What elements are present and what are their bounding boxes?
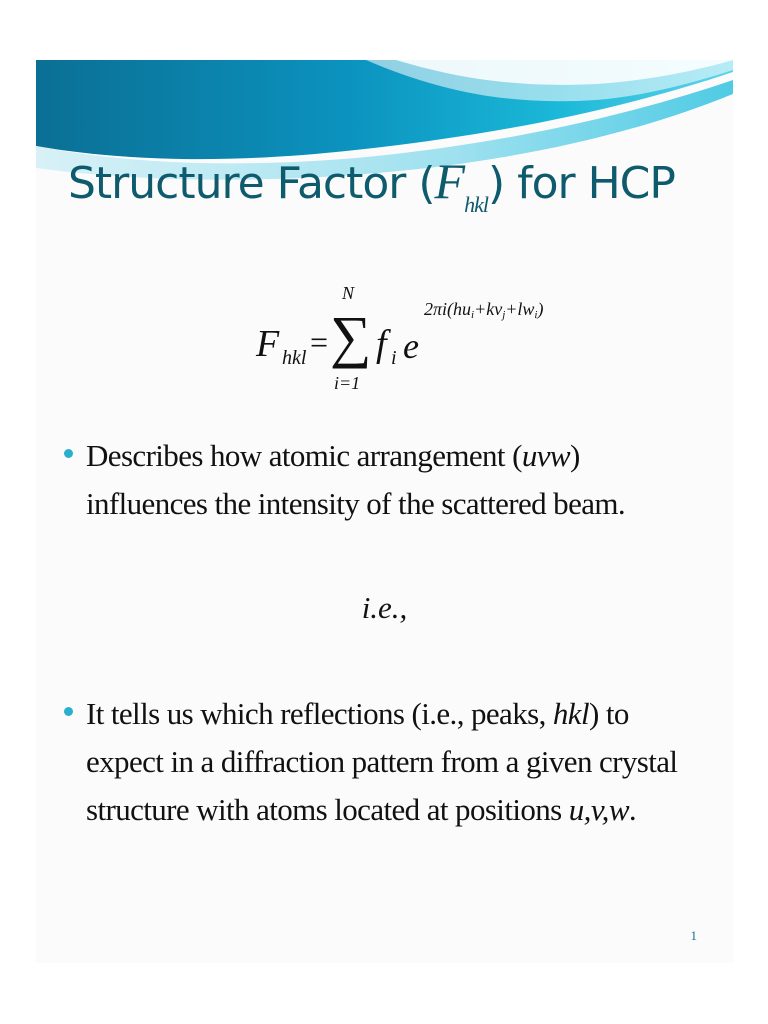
title-variable: F xyxy=(434,153,465,209)
formula-lhs-subscript: hkl xyxy=(282,347,307,369)
bullet-text-after: ) to expect in a diffraction pattern from a given crystal structure with atoms located at positions xyxy=(86,696,678,827)
title-subscript: hkl xyxy=(464,192,488,217)
bullet-text-italic: hkl xyxy=(552,696,589,731)
bullet-dot-icon xyxy=(64,707,73,716)
exponent-sub-3: i xyxy=(534,309,538,321)
sum-symbol: ∑ xyxy=(330,304,372,369)
exponent-sub-2: j xyxy=(502,309,506,321)
exponent-mid-2: +lw xyxy=(505,299,535,319)
sum-upper-limit: N xyxy=(342,283,355,303)
ie-text: i.e., xyxy=(361,590,408,625)
bullet-text-after: ) influences the intensity of the scattered beam. xyxy=(86,438,626,521)
page-number: 1 xyxy=(690,928,697,943)
bullet-item xyxy=(64,690,704,834)
bullet-text-before: Describes how atomic arrangement ( xyxy=(86,438,522,473)
exponent-start: 2πi(hu xyxy=(424,299,472,319)
bullet-dot-icon xyxy=(64,449,73,458)
bullet-text-italic: uvw xyxy=(521,438,570,473)
title-prefix: Structure Factor ( xyxy=(68,158,435,209)
bullet-item xyxy=(64,432,704,528)
exponent-mid-1: +kv xyxy=(474,299,503,319)
formula-lhs: F xyxy=(256,323,280,365)
bullet-text-end: . xyxy=(628,792,637,827)
bullet-text xyxy=(86,432,704,528)
title-suffix: ) for HCP xyxy=(487,158,675,209)
sum-lower-limit: i=1 xyxy=(334,373,361,393)
bullet-text-before: It tells us which reflections (i.e., peaks, xyxy=(86,696,553,731)
bullet-text xyxy=(86,690,704,834)
formula-equals: = xyxy=(310,324,329,360)
bullet-list xyxy=(36,60,733,963)
formula-factor: f xyxy=(376,323,387,365)
formula-factor-subscript: i xyxy=(391,347,397,369)
bullet-text-italic-positions: u,v,w xyxy=(568,792,629,827)
formula-base: e xyxy=(403,326,419,366)
exponent-sub-1: i xyxy=(471,309,475,321)
exponent-end: ) xyxy=(537,299,544,319)
slide xyxy=(36,60,733,963)
